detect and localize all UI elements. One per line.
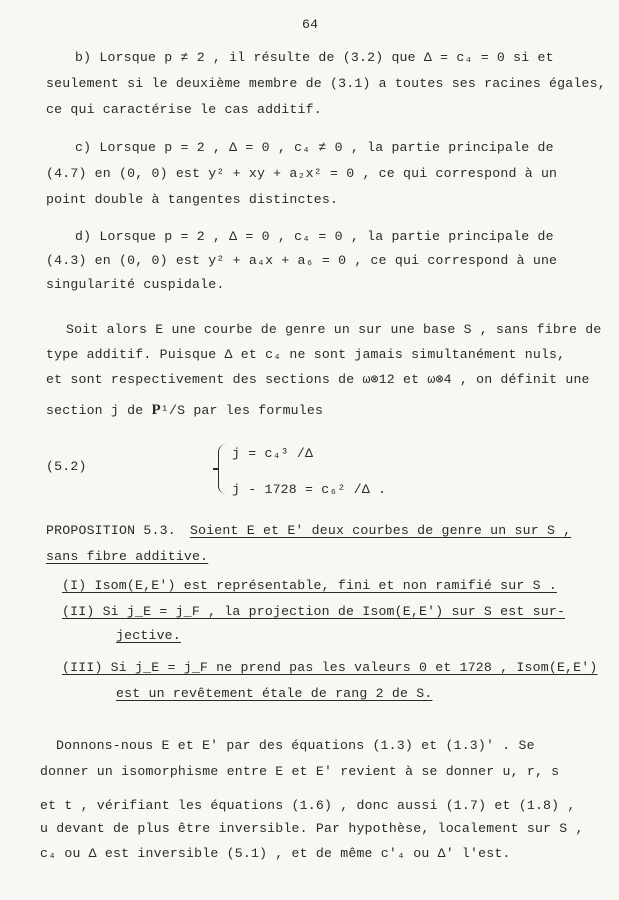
equation-line-2: j - 1728 = c₆² /Δ . xyxy=(232,482,387,497)
page-number: 64 xyxy=(302,17,319,32)
item-d-line-2: (4.3) en (0, 0) est y² + a₄x + a₆ = 0 , ce qui correspond à une xyxy=(46,253,558,268)
closing-line-1: Donnons-nous E et E' par des équations (1.3) et (1.3)' . Se xyxy=(56,738,535,753)
proposition-statement-1: Soient E et E' deux courbes de genre un sur S , xyxy=(189,523,572,538)
equation-line-1: j = c₄³ /Δ xyxy=(232,446,314,461)
item-d-line-1: d) Lorsque p = 2 , Δ = 0 , c₄ = 0 , la partie principale de xyxy=(75,229,554,244)
item-c-line-1: c) Lorsque p = 2 , Δ = 0 , c₄ ≠ 0 , la partie principale de xyxy=(75,140,554,155)
proposition-part-ii-line-1: (II) Si j_E = j_F , la projection de Isom(E,E') sur S est sur- xyxy=(62,604,566,619)
equation-brace xyxy=(218,444,227,494)
proposition-part-ii-line-2: jective. xyxy=(116,628,181,643)
paragraph-line-4-c: ¹/S par les formules xyxy=(160,403,324,418)
closing-line-5: c₄ ou Δ est inversible (5.1) , et de même c'₄ ou Δ' l'est. xyxy=(40,846,511,861)
item-b-line-2: seulement si le deuxième membre de (3.1) a toutes ses racines égales, xyxy=(46,76,606,91)
item-c-line-2: (4.7) en (0, 0) est y² + xy + a₂x² = 0 , ce qui correspond à un xyxy=(46,166,558,181)
closing-line-4: u devant de plus être inversible. Par hypothèse, localement sur S , xyxy=(40,821,584,836)
equation-brace-point xyxy=(213,468,219,470)
closing-line-3: et t , vérifiant les équations (1.6) , donc aussi (1.7) et (1.8) , xyxy=(40,798,576,813)
paragraph-line-2: type additif. Puisque Δ et c₄ ne sont jamais simultanément nuls, xyxy=(46,347,566,362)
proposition-part-iii-line-1: (III) Si j_E = j_F ne prend pas les valeurs 0 et 1728 , Isom(E,E') xyxy=(62,660,598,675)
equation-number: (5.2) xyxy=(46,459,87,474)
item-b-line-3: ce qui caractérise le cas additif. xyxy=(46,102,322,117)
paragraph-line-4-a: section j de xyxy=(46,403,152,418)
proposition-statement-2: sans fibre additive. xyxy=(46,549,209,564)
proposition-label: PROPOSITION 5.3. xyxy=(46,523,176,538)
paragraph-line-1: Soit alors E une courbe de genre un sur une base S , sans fibre de xyxy=(66,322,602,337)
closing-line-2: donner un isomorphisme entre E et E' revient à se donner u, r, s xyxy=(40,764,560,779)
paragraph-line-3: et sont respectivement des sections de ω⊗12 et ω⊗4 , on définit une xyxy=(46,372,590,387)
proposition-part-iii-line-2: est un revêtement étale de rang 2 de S. xyxy=(116,686,433,701)
item-b-line-1: b) Lorsque p ≠ 2 , il résulte de (3.2) que Δ = c₄ = 0 si et xyxy=(75,50,554,65)
item-d-line-3: singularité cuspidale. xyxy=(46,277,225,292)
paragraph-line-4 xyxy=(46,402,323,419)
proposition-part-i: (I) Isom(E,E') est représentable, fini et non ramifié sur S . xyxy=(62,578,557,593)
proposition-heading xyxy=(46,523,571,539)
item-c-line-3: point double à tangentes distinctes. xyxy=(46,192,339,207)
projective-line-symbol: P xyxy=(151,402,161,418)
